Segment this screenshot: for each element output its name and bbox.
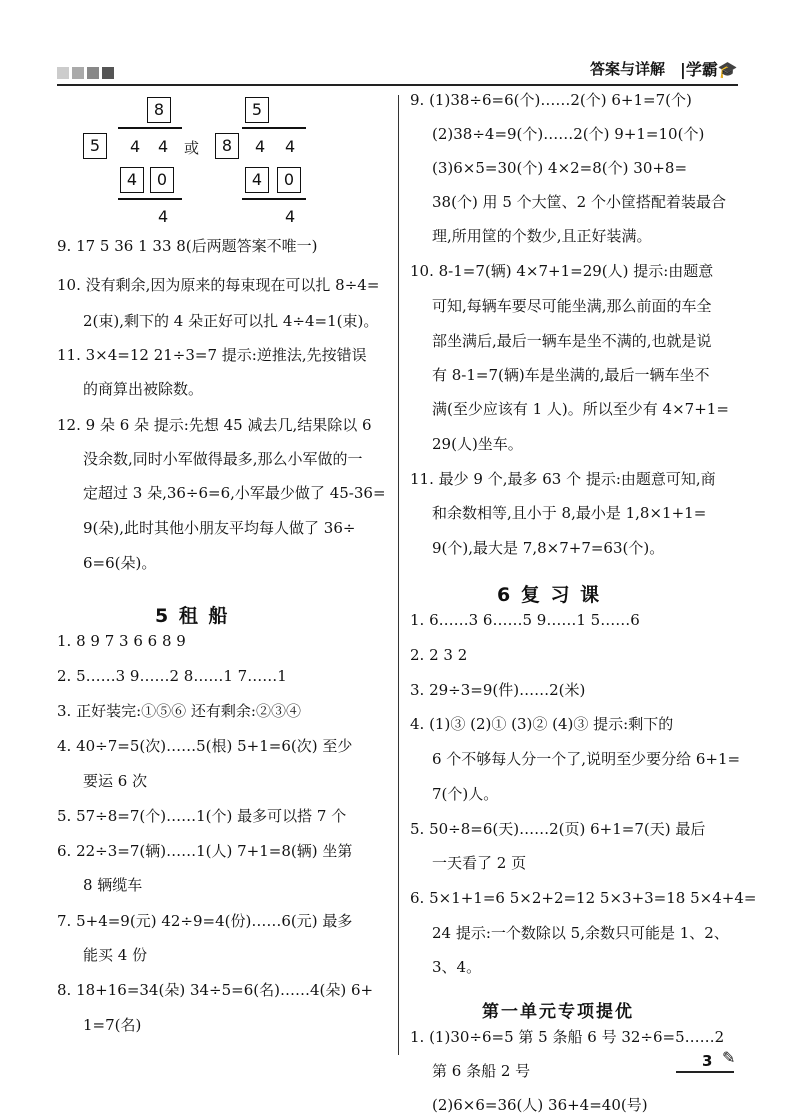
left-text-line: 4. 40÷7=5(次)……5(根) 5+1=6(次) 至少 bbox=[57, 737, 353, 755]
left-text-line: 6. 22÷3=7(辆)……1(人) 7+1=8(辆) 坐第 bbox=[57, 842, 353, 860]
dividend-digit: 4 bbox=[158, 137, 169, 156]
left-text-line: 能买 4 份 bbox=[83, 946, 148, 964]
right-text-line: 29(人)坐车。 bbox=[432, 435, 523, 453]
quotient-box: 8 bbox=[147, 97, 171, 123]
header-decoration bbox=[57, 67, 114, 79]
right-text-line: 有 8-1=7(辆)车是坐满的,最后一辆车坐不 bbox=[432, 366, 710, 384]
product-box: 4 bbox=[245, 167, 269, 193]
left-text-line: 的商算出被除数。 bbox=[83, 380, 204, 398]
dividend-digit: 4 bbox=[285, 137, 296, 156]
left-text-line: 3. 正好装完:①⑤⑥ 还有剩余:②③④ bbox=[57, 702, 301, 720]
right-text-line: 5. 50÷8=6(天)……2(页) 6+1=7(天) 最后 bbox=[410, 820, 706, 838]
left-text-line: 1. 8 9 7 3 6 6 8 9 bbox=[57, 632, 186, 650]
dividend-digit: 4 bbox=[255, 137, 266, 156]
right-text-line: 1. 6……3 6……5 9……1 5……6 bbox=[410, 611, 640, 629]
cap-icon: 🎓 bbox=[717, 60, 738, 79]
division-bar bbox=[242, 127, 306, 129]
header-brand-logo: |学霸🎓 bbox=[680, 60, 738, 79]
section-heading-5: 5 租 船 bbox=[155, 605, 230, 627]
column-divider bbox=[398, 95, 399, 1055]
right-text-line: 第 6 条船 2 号 bbox=[432, 1062, 531, 1080]
product-box: 0 bbox=[150, 167, 174, 193]
or-text: 或 bbox=[184, 139, 200, 157]
left-text-line: 12. 9 朵 6 朵 提示:先想 45 减去几,结果除以 6 bbox=[57, 416, 372, 434]
right-text-line: 可知,每辆车要尽可能坐满,那么前面的车全 bbox=[432, 297, 712, 315]
right-text-line: 11. 最少 9 个,最多 63 个 提示:由题意可知,商 bbox=[410, 470, 716, 488]
right-text-line: 2. 2 3 2 bbox=[410, 646, 468, 664]
right-text-line: (2)6×6=36(人) 36+4=40(号) bbox=[432, 1096, 648, 1114]
right-text-line: (3)6×5=30(个) 4×2=8(个) 30+8= bbox=[432, 159, 688, 177]
left-text-line: 没余数,同时小军做得最多,那么小军做的一 bbox=[83, 450, 363, 468]
left-text-line: 10. 没有剩余,因为原来的每束现在可以扎 8÷4= bbox=[57, 276, 380, 294]
left-text-line: 11. 3×4=12 21÷3=7 提示:逆推法,先按错误 bbox=[57, 346, 367, 364]
divisor-box: 8 bbox=[215, 133, 239, 159]
right-text-line: 一天看了 2 页 bbox=[432, 854, 527, 872]
brand-text: 学霸 bbox=[685, 60, 718, 79]
header-rule bbox=[57, 84, 738, 86]
page-number: 3 bbox=[702, 1052, 713, 1070]
right-text-line: 7(个)人。 bbox=[432, 785, 499, 803]
left-text-line: 9. 17 5 36 1 33 8(后两题答案不唯一) bbox=[57, 237, 318, 255]
right-text-line: 1. (1)30÷6=5 第 5 条船 6 号 32÷6=5……2 bbox=[410, 1028, 725, 1046]
left-text-line: 9(朵),此时其他小朋友平均每人做了 36÷ bbox=[83, 519, 356, 537]
left-text-line: 定超过 3 朵,36÷6=6,小军最少做了 45-36= bbox=[83, 484, 386, 502]
right-text-line: 部坐满后,最后一辆车是坐不满的,也就是说 bbox=[432, 332, 712, 350]
right-text-line: 24 提示:一个数除以 5,余数只可能是 1、2、 bbox=[432, 924, 729, 942]
left-text-line: 要运 6 次 bbox=[83, 772, 148, 790]
divisor-box: 5 bbox=[83, 133, 107, 159]
right-text-line: 10. 8-1=7(辆) 4×7+1=29(人) 提示:由题意 bbox=[410, 262, 714, 280]
right-text-line: 9. (1)38÷6=6(个)……2(个) 6+1=7(个) bbox=[410, 91, 692, 109]
right-text-line: 9(个),最大是 7,8×7+7=63(个)。 bbox=[432, 539, 665, 557]
left-text-line: 6=6(朵)。 bbox=[83, 554, 157, 572]
remainder: 4 bbox=[158, 207, 169, 226]
product-box: 4 bbox=[120, 167, 144, 193]
right-text-line: 理,所用筐的个数少,且正好装满。 bbox=[432, 227, 652, 245]
subtraction-line bbox=[118, 198, 182, 200]
section-heading-6: 6 复 习 课 bbox=[497, 584, 602, 606]
subtraction-line bbox=[242, 198, 306, 200]
left-text-line: 5. 57÷8=7(个)……1(个) 最多可以搭 7 个 bbox=[57, 807, 347, 825]
right-text-line: 38(个) 用 5 个大筐、2 个小筐搭配着装最合 bbox=[432, 193, 726, 211]
product-box: 0 bbox=[277, 167, 301, 193]
dividend-digit: 4 bbox=[130, 137, 141, 156]
left-text-line: 2. 5……3 9……2 8……1 7……1 bbox=[57, 667, 287, 685]
header-title: 答案与详解 bbox=[590, 60, 666, 78]
right-text-line: 3、4。 bbox=[432, 958, 482, 976]
right-text-line: 6 个不够每人分一个了,说明至少要分给 6+1= bbox=[432, 750, 741, 768]
pencil-icon: ✎ bbox=[722, 1048, 736, 1067]
right-text-line: 满(至少应该有 1 人)。所以至少有 4×7+1= bbox=[432, 400, 729, 418]
left-text-line: 7. 5+4=9(元) 42÷9=4(份)……6(元) 最多 bbox=[57, 912, 353, 930]
left-text-line: 8. 18+16=34(朵) 34÷5=6(名)……4(朵) 6+ bbox=[57, 981, 374, 999]
right-text-line: 3. 29÷3=9(件)……2(米) bbox=[410, 681, 586, 699]
right-text-line: 4. (1)③ (2)① (3)② (4)③ 提示:剩下的 bbox=[410, 715, 674, 733]
right-text-line: 6. 5×1+1=6 5×2+2=12 5×3+3=18 5×4+4= bbox=[410, 889, 757, 907]
right-text-line: 和余数相等,且小于 8,最小是 1,8×1+1= bbox=[432, 504, 707, 522]
left-text-line: 1=7(名) bbox=[83, 1016, 142, 1034]
left-text-line: 2(束),剩下的 4 朵正好可以扎 4÷4=1(束)。 bbox=[83, 312, 379, 330]
left-text-line: 8 辆缆车 bbox=[83, 876, 143, 894]
page-number-rule bbox=[676, 1071, 734, 1073]
quotient-box: 5 bbox=[245, 97, 269, 123]
section-heading-unit1: 第一单元专项提优 bbox=[482, 1002, 634, 1022]
division-bar bbox=[118, 127, 182, 129]
right-text-line: (2)38÷4=9(个)……2(个) 9+1=10(个) bbox=[432, 125, 705, 143]
remainder: 4 bbox=[285, 207, 296, 226]
